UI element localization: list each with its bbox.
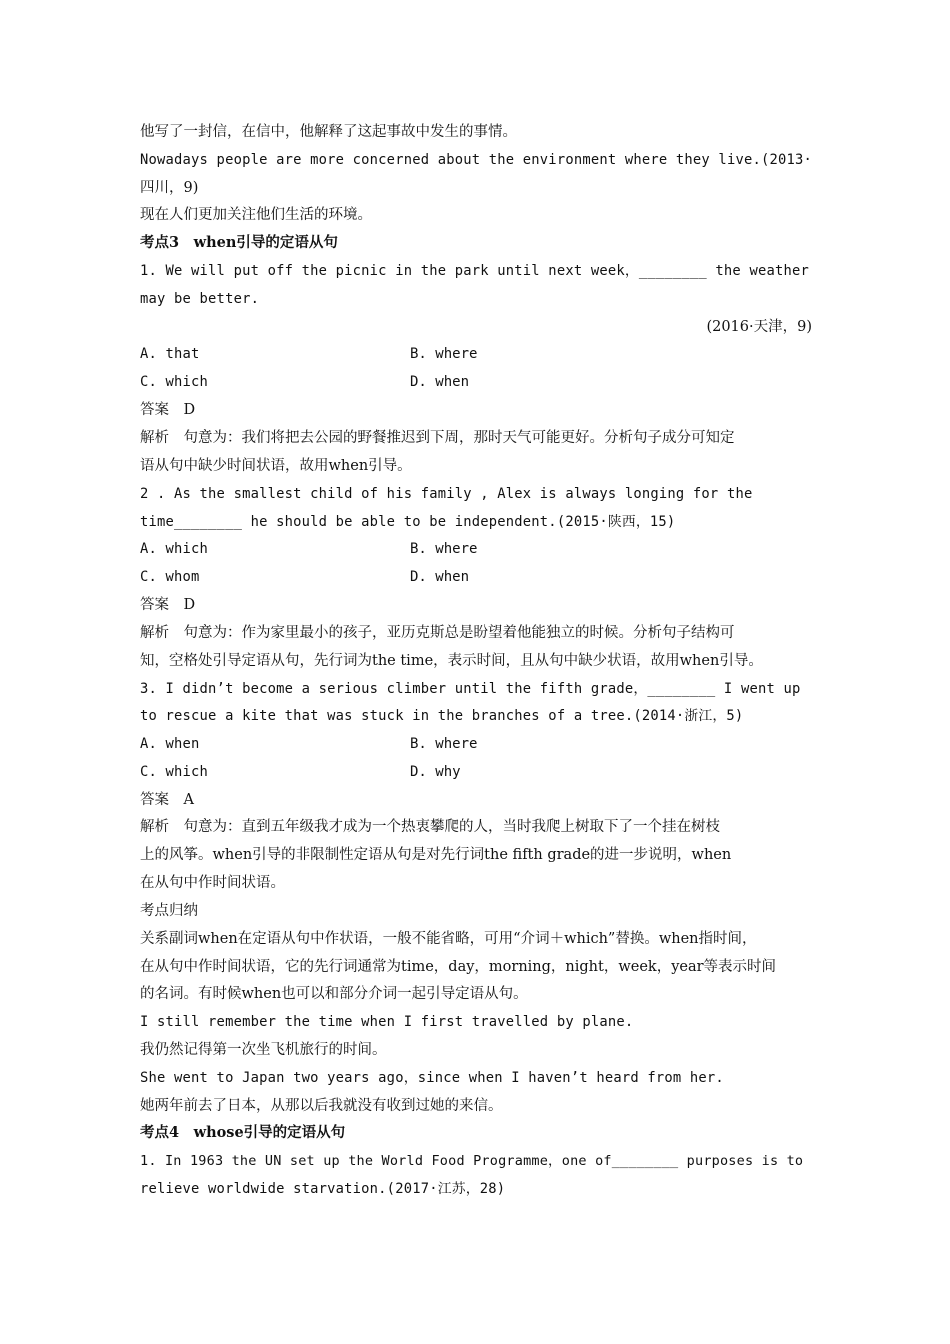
summary-text: 的名词。有时候when也可以和部分介词一起引导定语从句。: [140, 986, 528, 1002]
question-3-text: to rescue a kite that was stuck in the branches of a tree.(2014·浙江，5): [140, 708, 744, 724]
example-sentence: She went to Japan two years ago，since when I haven’t heard from her.: [140, 1070, 724, 1086]
answer: 答案 A: [140, 792, 194, 808]
translation-line: 她两年前去了日本，从那以后我就没有收到过她的来信。: [140, 1098, 503, 1114]
explanation: 知，空格处引导定语从句，先行词为the time，表示时间，且从句中缺少状语，故用when引导。: [140, 653, 763, 669]
question-1-text: 1. We will put off the picnic in the park until next week，________ the weather: [140, 263, 809, 279]
question-3-text: 3. I didn’t become a serious climber until the fifth grade，________ I went up: [140, 681, 801, 697]
option-d: D. when: [410, 374, 470, 390]
option-a: A. which: [140, 541, 209, 557]
example-sentence: Nowadays people are more concerned about the environment where they live.(2013·: [140, 152, 813, 168]
explanation: 解析 句意为：我们将把去公园的野餐推迟到下周，那时天气可能更好。分析句子成分可知定: [140, 430, 735, 446]
option-b: B. where: [410, 541, 478, 557]
question-4-text: relieve worldwide starvation.(2017·江苏，28): [140, 1181, 506, 1197]
answer: 答案 D: [140, 597, 196, 613]
translation-line: 他写了一封信，在信中，他解释了这起事故中发生的事情。: [140, 124, 517, 140]
explanation: 上的风筝。when引导的非限制性定语从句是对先行词the fifth grade的进一步说明，when: [140, 847, 732, 863]
answer: 答案 D: [140, 402, 196, 418]
summary-heading: 考点归纳: [140, 903, 198, 919]
explanation: 语从句中缺少时间状语，故用when引导。: [140, 458, 412, 474]
option-d: D. when: [410, 569, 470, 585]
option-b: B. where: [410, 736, 478, 752]
option-d: D. why: [410, 764, 461, 780]
summary-text: 关系副词when在定语从句中作状语，一般不能省略，可用“介词＋which”替换。when指时间，: [140, 931, 757, 947]
option-c: C. which: [140, 764, 209, 780]
section-heading-3: 考点3 when引导的定语从句: [140, 234, 338, 251]
option-c: C. whom: [140, 569, 200, 585]
section-heading-4: 考点4 whose引导的定语从句: [140, 1124, 346, 1141]
option-b: B. where: [410, 346, 478, 362]
translation-line: 现在人们更加关注他们生活的环境。: [140, 207, 372, 223]
option-a: A. when: [140, 736, 200, 752]
question-4-text: 1. In 1963 the UN set up the World Food Programme，one of________ purposes is to: [140, 1153, 804, 1169]
question-1-text: may be better.: [140, 291, 260, 307]
question-2-text: 2 . As the smallest child of his family , Alex is always longing for the: [140, 486, 753, 502]
explanation: 解析 句意为：直到五年级我才成为一个热衷攀爬的人，当时我爬上树取下了一个挂在树枝: [140, 819, 720, 835]
question-1-source: (2016·天津，9): [706, 319, 812, 335]
source-citation: 四川，9): [140, 180, 199, 196]
summary-text: 在从句中作时间状语，它的先行词通常为time，day，morning，night，week，year等表示时间: [140, 959, 777, 975]
example-sentence: I still remember the time when I first travelled by plane.: [140, 1014, 634, 1030]
translation-line: 我仍然记得第一次坐飞机旅行的时间。: [140, 1042, 387, 1058]
option-c: C. which: [140, 374, 209, 390]
explanation: 解析 句意为：作为家里最小的孩子，亚历克斯总是盼望着他能独立的时候。分析句子结构可: [140, 625, 735, 641]
question-2-text: time________ he should be able to be independent.(2015·陕西，15): [140, 514, 676, 530]
option-a: A. that: [140, 346, 200, 362]
explanation: 在从句中作时间状语。: [140, 875, 285, 891]
